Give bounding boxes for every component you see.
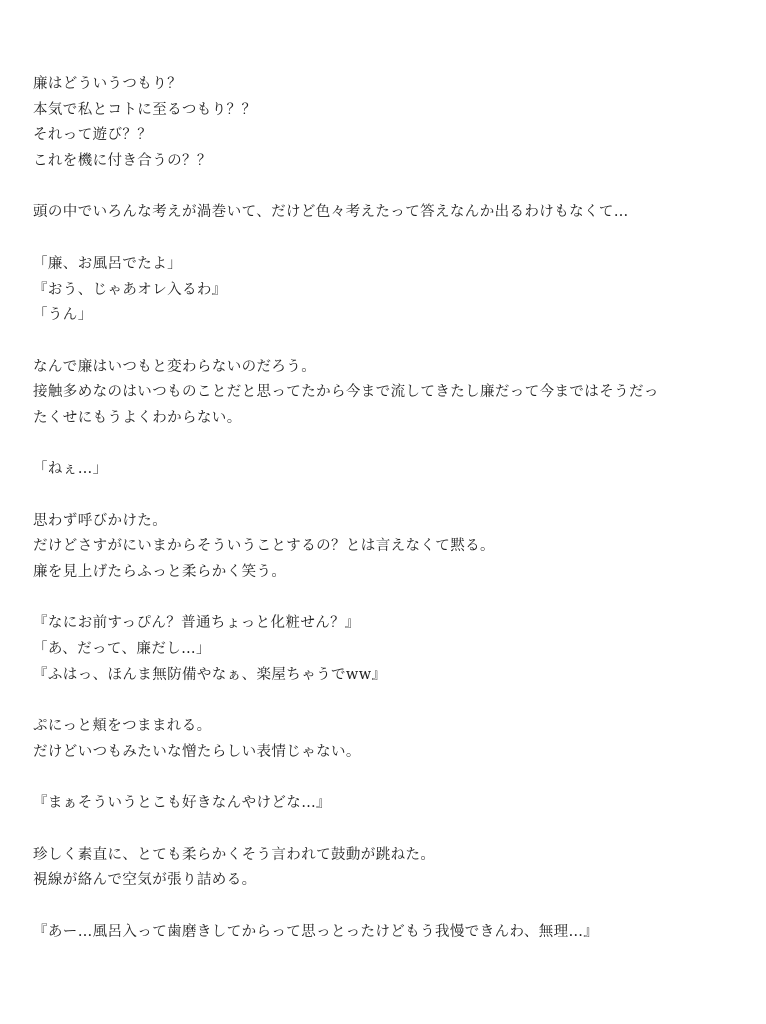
blank-line bbox=[33, 226, 743, 252]
text-line: 「ねぇ…」 bbox=[33, 461, 108, 478]
blank-line bbox=[33, 817, 743, 843]
text-line: なんで廉はいつもと変わらないのだろう。 bbox=[33, 358, 317, 375]
text-line: 「廉、お風呂でたよ」 bbox=[33, 255, 182, 272]
text-line: 廉を見上げたらふっと柔らかく笑う。 bbox=[33, 564, 287, 581]
blank-line bbox=[33, 329, 743, 355]
text-line: 廉はどういうつもり？ bbox=[33, 76, 182, 92]
text-line: 珍しく素直に、とても柔らかくそう言われて鼓動が跳ねた。 bbox=[33, 846, 436, 863]
text-line: 本気で私とコトに至るつもり？？ bbox=[33, 101, 257, 118]
text-line: たくせにもうよくわからない。 bbox=[33, 409, 242, 426]
text-line: 「うん」 bbox=[33, 307, 93, 324]
blank-line bbox=[33, 894, 743, 920]
text-line: 『おう、じゃあオレ入るわ』 bbox=[33, 281, 227, 298]
blank-line bbox=[33, 483, 743, 509]
story-text bbox=[33, 72, 743, 945]
blank-line bbox=[33, 432, 743, 458]
text-line: 『まぁそういうとこも好きなんやけどな…』 bbox=[33, 795, 331, 812]
text-line: 『ふはっ、ほんま無防備やなぁ、楽屋ちゃうでww』 bbox=[33, 666, 387, 683]
text-line: 『なにお前すっぴん？普通ちょっと化粧せん？』 bbox=[33, 615, 360, 632]
text-line: それって遊び？？ bbox=[33, 127, 153, 144]
text-line: 『あー…風呂入って歯磨きしてからって思っとったけどもう我慢できんわ、無理…』 bbox=[33, 923, 599, 940]
text-line: だけどさすがにいまからそういうことするの？とは言えなくて黙る。 bbox=[33, 538, 495, 555]
text-line: だけどいつもみたいな憎たらしい表情じゃない。 bbox=[33, 743, 361, 760]
blank-line bbox=[33, 586, 743, 612]
text-line: 頭の中でいろんな考えが渦巻いて、だけど色々考えたって答えなんか出るわけもなくて… bbox=[33, 204, 629, 221]
blank-line bbox=[33, 689, 743, 715]
text-line: 思わず呼びかけた。 bbox=[33, 512, 168, 529]
text-line: 「あ、だって、廉だし…」 bbox=[33, 641, 211, 658]
blank-line bbox=[33, 766, 743, 792]
text-line: これを機に付き合うの？？ bbox=[33, 153, 212, 170]
blank-line bbox=[33, 175, 743, 201]
text-line: 接触多めなのはいつものことだと思ってたから今まで流してきたし廉だって今まではそうだっ bbox=[33, 384, 659, 401]
text-line: ぷにっと頬をつままれる。 bbox=[33, 718, 212, 735]
text-line: 視線が絡んで空気が張り詰める。 bbox=[33, 872, 257, 889]
